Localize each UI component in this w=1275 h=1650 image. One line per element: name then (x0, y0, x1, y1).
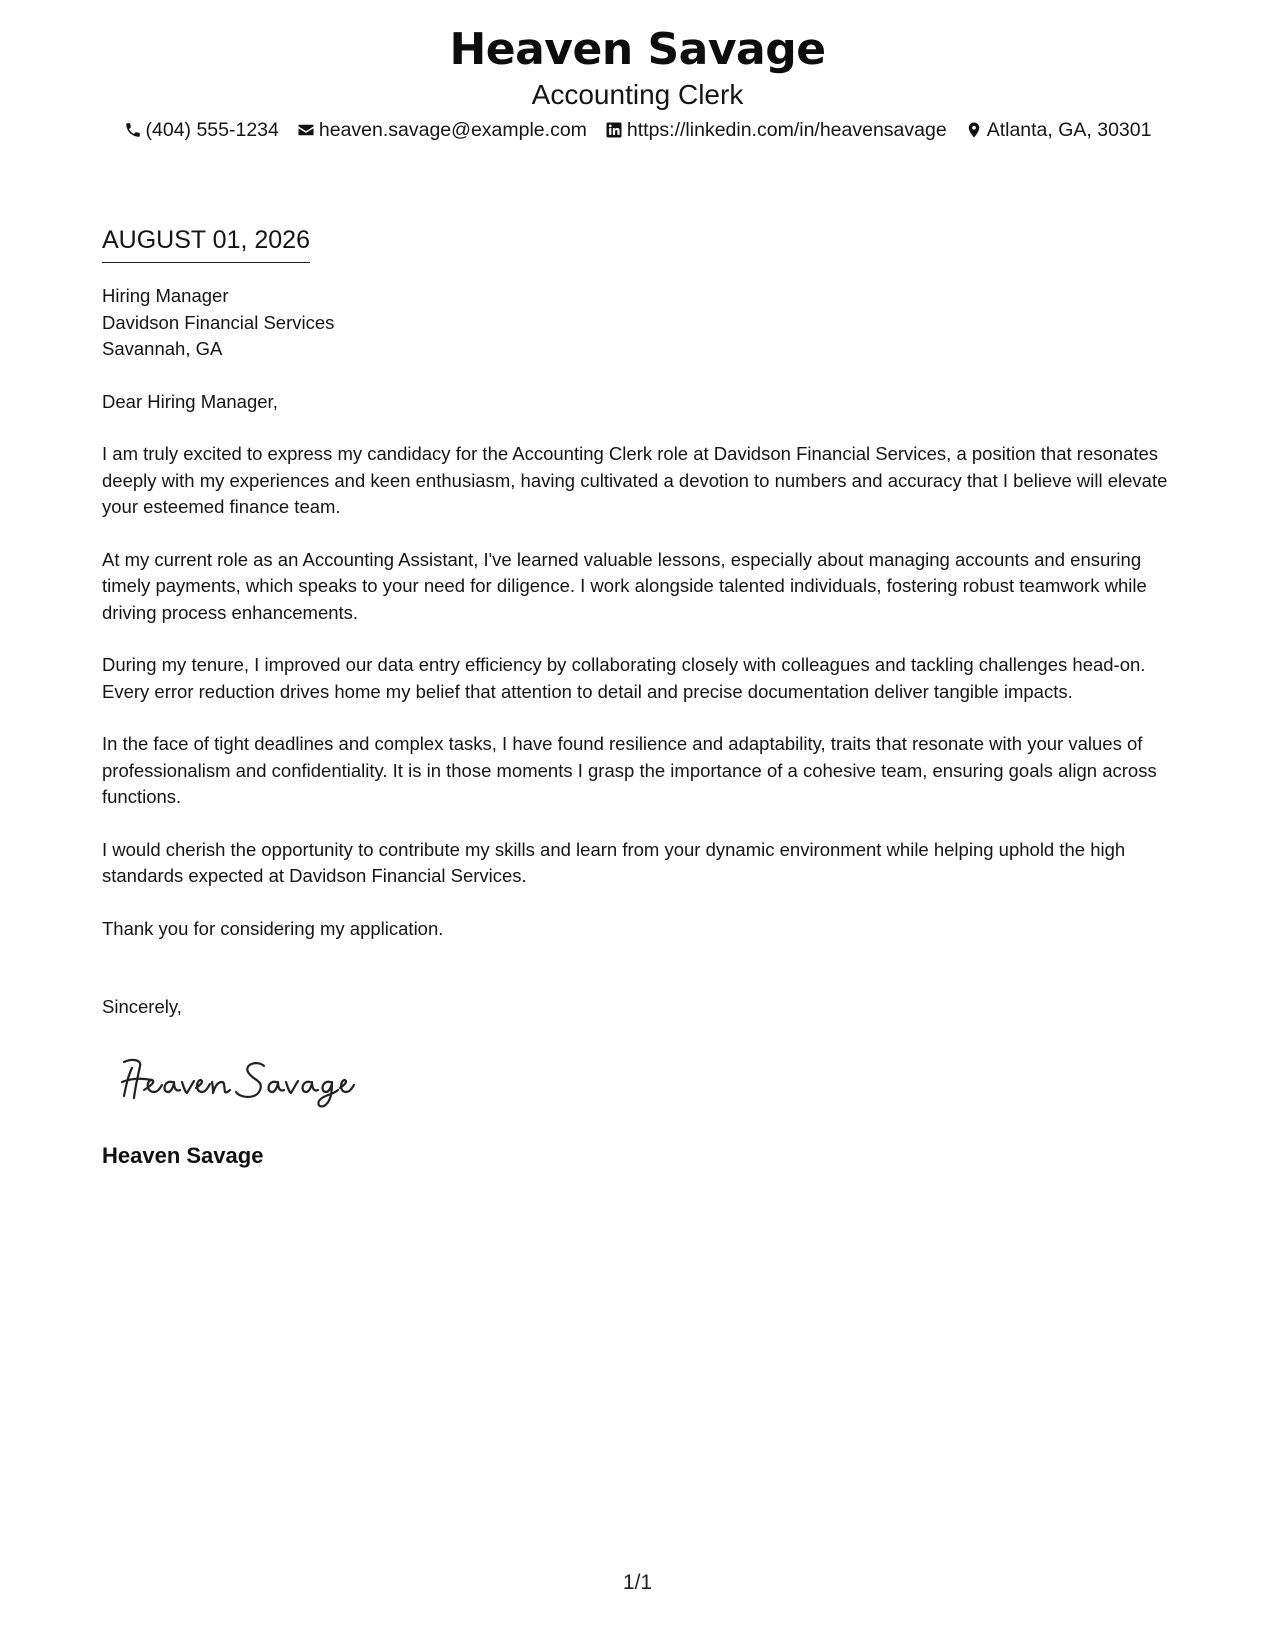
closing: Sincerely, (102, 996, 182, 1017)
salutation: Dear Hiring Manager, (102, 390, 278, 412)
letter-body (102, 283, 1182, 1021)
recipient-block (102, 283, 1182, 363)
body-paragraph: During my tenure, I improved our data entry efficiency by collaborating closely with colleagues and tackling challenges head-on. Every error reduction drives home my belief that attention to detail and precise documentation deliver tangible impacts. (102, 654, 1146, 702)
envelope-icon (297, 121, 315, 139)
body-paragraph: In the face of tight deadlines and complex tasks, I have found resilience and adaptability, traits that resonate with your values of professionalism and confidentiality. It is in those moments I grasp the importance of a cohesive team, ensuring goals align across functions. (102, 733, 1157, 807)
contact-bar (0, 118, 1275, 142)
phone-icon (124, 121, 142, 139)
phone-text: (404) 555-1234 (145, 119, 279, 141)
linkedin-icon (605, 121, 623, 139)
page-number: 1/1 (622, 1571, 653, 1594)
contact-linkedin[interactable] (605, 118, 947, 142)
recipient-title: Hiring Manager (102, 285, 229, 306)
body-paragraph: I would cherish the opportunity to contribute my skills and learn from your dynamic environment while helping uphold the high standards expected at Davidson Financial Services. (102, 838, 1126, 886)
map-pin-icon (965, 121, 983, 139)
handwritten-signature (118, 1052, 358, 1112)
applicant-name: Heaven Savage (449, 24, 826, 75)
thank-you-paragraph: Thank you for considering my application. (102, 917, 444, 939)
job-title: Accounting Clerk (531, 79, 744, 110)
contact-email[interactable] (297, 118, 587, 142)
linkedin-url[interactable]: https://linkedin.com/in/heavensavage (626, 119, 947, 141)
recipient-company: Davidson Financial Services (102, 311, 335, 333)
contact-phone (124, 118, 279, 142)
recipient-location: Savannah, GA (102, 338, 223, 359)
body-paragraph: I am truly excited to express my candidacy for the Accounting Clerk role at Davidson Financial Services, a position that resonates deeply with my experiences and keen enthusiasm, having cultivated a devotion to numbers and accuracy that I believe will elevate your esteemed finance team. (102, 443, 1168, 517)
email-text[interactable]: heaven.savage@example.com (318, 119, 587, 141)
letter-header (0, 22, 1275, 142)
contact-location (965, 118, 1152, 142)
signer-name: Heaven Savage (102, 1143, 264, 1168)
location-text: Atlanta, GA, 30301 (986, 119, 1152, 141)
body-paragraph: At my current role as an Accounting Assistant, I've learned valuable lessons, especially about managing accounts and ensuring timely payments, which speaks to your need for diligence. I work alongside talented individuals, fostering robust teamwork while driving process enhancements. (102, 548, 1147, 623)
letter-date: AUGUST 01, 2026 (102, 224, 310, 263)
